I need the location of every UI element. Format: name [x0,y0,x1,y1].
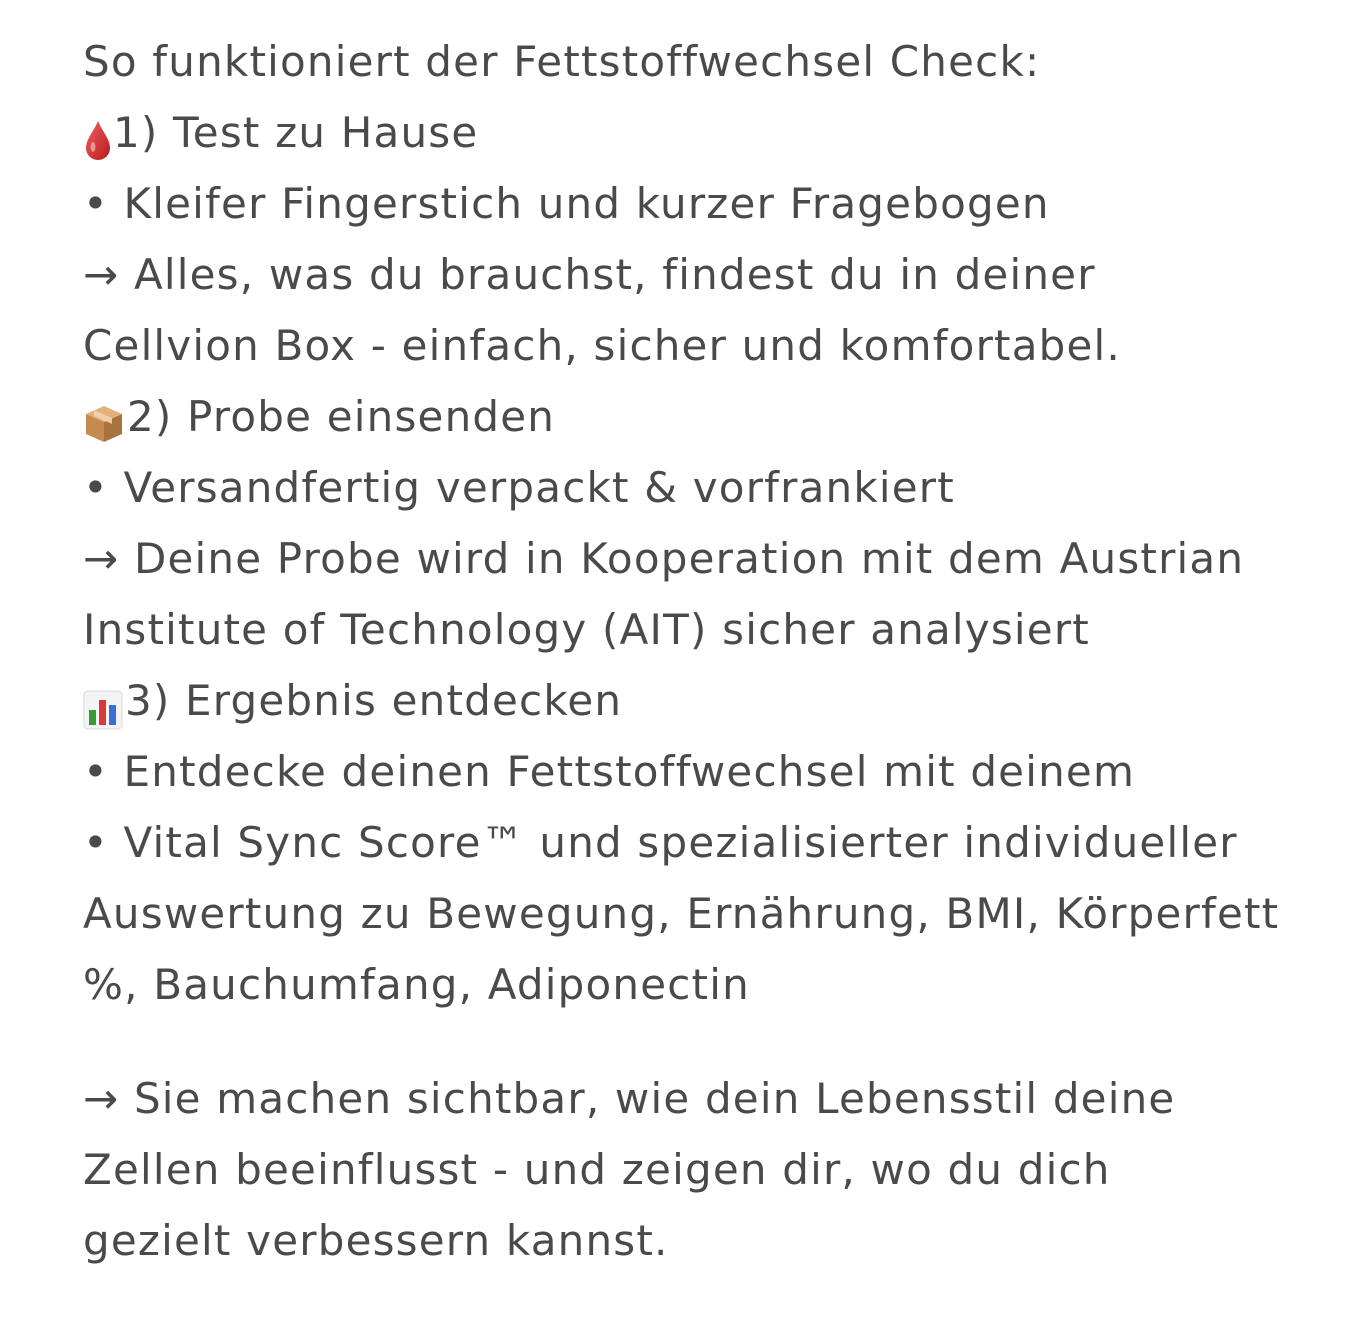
step3-heading-text: 3) Ergebnis entdecken [125,676,623,725]
step1-heading-text: 1) Test zu Hause [113,108,479,157]
intro-title: So funktioniert der Fettstoffwechsel Check: [83,37,1041,86]
conclusion-line-3: gezielt verbessern kannst. [83,1216,669,1265]
step3-bullet-2-line-1: • Vital Sync Score™ und spezialisierter individueller [83,818,1238,867]
package-icon [83,395,125,437]
conclusion-line-1: → Sie machen sichtbar, wie dein Lebensstil deine [83,1074,1176,1123]
blood-drop-icon [83,111,113,153]
content [83,26,1333,1276]
step3-heading [83,665,1333,736]
step2-arrow-line-2: Institute of Technology (AIT) sicher analysiert [83,605,1090,654]
step1-arrow-line-1: → Alles, was du brauchst, findest du in deiner [83,250,1096,299]
step2-heading-text: 2) Probe einsenden [127,392,556,441]
step3-bullet-1: • Entdecke deinen Fettstoffwechsel mit deinem [83,747,1136,796]
step3-bullet-2-line-2: Auswertung zu Bewegung, Ernährung, BMI, Körperfett [83,889,1280,938]
step3-bullet-2-line-3: %, Bauchumfang, Adiponectin [83,960,750,1009]
step2-bullet: • Versandfertig verpackt & vorfrankiert [83,463,955,512]
step1-arrow-line-2: Cellvion Box - einfach, sicher und komfortabel. [83,321,1121,370]
paragraph-spacer [83,1020,1333,1063]
step2-arrow-line-1: → Deine Probe wird in Kooperation mit dem Austrian [83,534,1245,583]
bar-chart-icon [83,680,123,720]
step2-heading [83,381,1333,452]
step1-heading [83,97,1333,168]
step1-bullet: • Kleifer Fingerstich und kurzer Fragebogen [83,179,1050,228]
conclusion-line-2: Zellen beeinflusst - und zeigen dir, wo du dich [83,1145,1111,1194]
